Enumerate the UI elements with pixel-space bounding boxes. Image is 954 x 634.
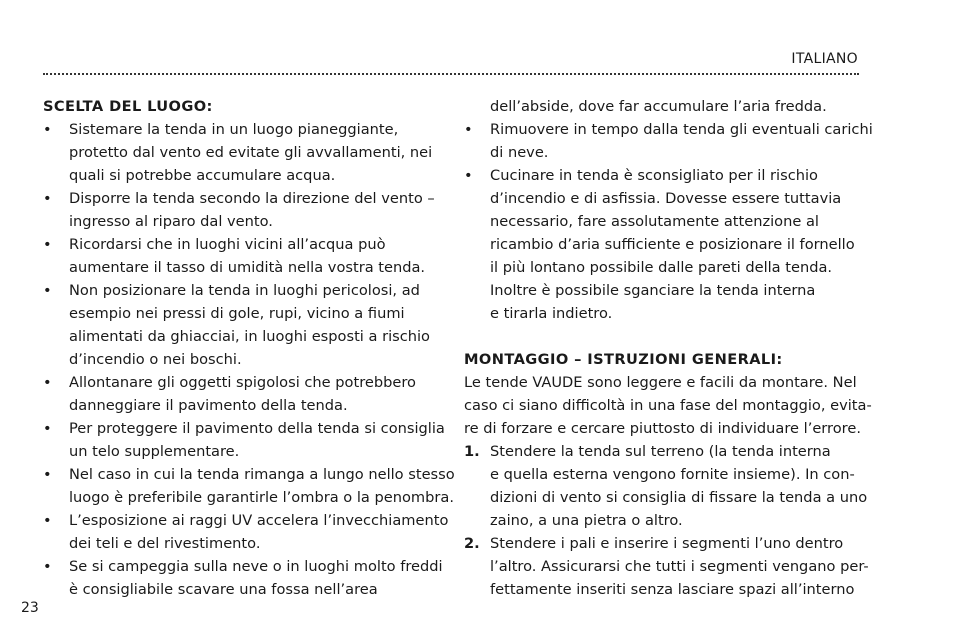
- text-line: L’esposizione ai raggi UV accelera l’invecchiamento: [69, 512, 449, 529]
- section-heading-site-selection: SCELTA DEL LUOGO:: [43, 98, 213, 115]
- list-item: [43, 463, 455, 509]
- text-line: aumentare il tasso di umidità nella vostra tenda.: [69, 259, 426, 276]
- text-line: Non posizionare la tenda in luoghi pericolosi, ad: [69, 282, 420, 299]
- left-column: [43, 95, 455, 601]
- text-line: d’incendio e di asfissia. Dovesse essere tuttavia: [490, 190, 842, 207]
- text-line: Stendere i pali e inserire i segmenti l’uno dentro: [490, 535, 844, 552]
- text-line: protetto dal vento ed evitate gli avvallamenti, nei: [69, 144, 433, 161]
- step-number: 2.: [464, 535, 480, 552]
- site-selection-list-continued: [464, 118, 873, 325]
- text-line: luogo è preferibile garantirle l’ombra o la penombra.: [69, 489, 454, 506]
- language-label: ITALIANO: [791, 51, 858, 67]
- text-line: Disporre la tenda secondo la direzione del vento –: [69, 190, 435, 207]
- bullet: •: [464, 121, 473, 138]
- list-item: [43, 555, 443, 601]
- list-item: [464, 118, 873, 164]
- list-item: [43, 118, 443, 187]
- list-item: [43, 233, 443, 279]
- bullet: •: [43, 420, 52, 437]
- bullet: •: [43, 466, 52, 483]
- right-column: [464, 95, 873, 601]
- text-line: Se si campeggia sulla neve o in luoghi molto freddi: [69, 558, 443, 575]
- bullet: •: [43, 512, 52, 529]
- text-line: e tirarla indietro.: [490, 305, 613, 322]
- list-item: [43, 509, 449, 555]
- text-line: Cucinare in tenda è sconsigliato per il rischio: [490, 167, 818, 184]
- section-heading-assembly: MONTAGGIO – ISTRUZIONI GENERALI:: [464, 351, 783, 368]
- text-line: un telo supplementare.: [69, 443, 240, 460]
- bullet: •: [43, 282, 52, 299]
- bullet: •: [464, 167, 473, 184]
- site-selection-list: [43, 118, 455, 601]
- text-line: Stendere la tenda sul terreno (la tenda interna: [490, 443, 831, 460]
- bullet: •: [43, 236, 52, 253]
- text-line: quali si potrebbe accumulare acqua.: [69, 167, 336, 184]
- text-line: è consigliabile scavare una fossa nell’area: [69, 581, 378, 598]
- text-line: d’incendio o nei boschi.: [69, 351, 242, 368]
- page-number: 23: [21, 600, 39, 616]
- bullet: •: [43, 558, 52, 575]
- text-line: alimentati da ghiacciai, in luoghi esposti a rischio: [69, 328, 430, 345]
- text-line: Ricordarsi che in luoghi vicini all’acqua può: [69, 236, 386, 253]
- bullet: •: [43, 190, 52, 207]
- list-item: [464, 164, 864, 325]
- bullet: •: [43, 121, 52, 138]
- text-line: Inoltre è possibile sganciare la tenda interna: [490, 282, 816, 299]
- list-item: [43, 279, 443, 371]
- text-line: Le tende VAUDE sono leggere e facili da montare. Nel: [464, 374, 857, 391]
- list-item: [43, 417, 443, 463]
- text-line: l’altro. Assicurarsi che tutti i segmenti vengano per-: [490, 558, 869, 575]
- text-line: esempio nei pressi di gole, rupi, vicino a fiumi: [69, 305, 405, 322]
- text-line: ingresso al riparo dal vento.: [69, 213, 273, 230]
- text-line: danneggiare il pavimento della tenda.: [69, 397, 348, 414]
- text-line: ricambio d’aria sufficiente e posizionare il fornello: [490, 236, 855, 253]
- text-line: Sistemare la tenda in un luogo pianeggiante,: [69, 121, 399, 138]
- text-line: necessario, fare assolutamente attenzione al: [490, 213, 819, 230]
- text-line: fettamente inseriti senza lasciare spazi all’interno: [490, 581, 855, 598]
- step-item: [464, 440, 868, 532]
- dotted-divider: [43, 73, 859, 75]
- text-line: Allontanare gli oggetti spigolosi che potrebbero: [69, 374, 416, 391]
- text-line: dei teli e del rivestimento.: [69, 535, 261, 552]
- text-line: Per proteggere il pavimento della tenda si consiglia: [69, 420, 445, 437]
- text-line: e quella esterna vengono fornite insieme). In con-: [490, 466, 855, 483]
- bullet: •: [43, 374, 52, 391]
- text-line: dizioni di vento si consiglia di fissare la tenda a uno: [490, 489, 868, 506]
- continuation-line: dell’abside, dove far accumulare l’aria fredda.: [490, 98, 827, 115]
- section-spacer: [464, 325, 864, 348]
- list-item: [43, 371, 443, 417]
- assembly-steps-list: [464, 440, 869, 601]
- text-line: di neve.: [490, 144, 549, 161]
- text-line: re di forzare e cercare piuttosto di individuare l’errore.: [464, 420, 861, 437]
- text-line: caso ci siano difficoltà in una fase del montaggio, evita-: [464, 397, 872, 414]
- text-line: il più lontano possibile dalle pareti della tenda.: [490, 259, 833, 276]
- text-line: zaino, a una pietra o altro.: [490, 512, 683, 529]
- step-item: [464, 532, 869, 601]
- step-number: 1.: [464, 443, 480, 460]
- text-line: Rimuovere in tempo dalla tenda gli eventuali carichi: [490, 121, 873, 138]
- list-item: [43, 187, 443, 233]
- assembly-intro: [464, 371, 872, 440]
- text-line: Nel caso in cui la tenda rimanga a lungo nello stesso: [69, 466, 455, 483]
